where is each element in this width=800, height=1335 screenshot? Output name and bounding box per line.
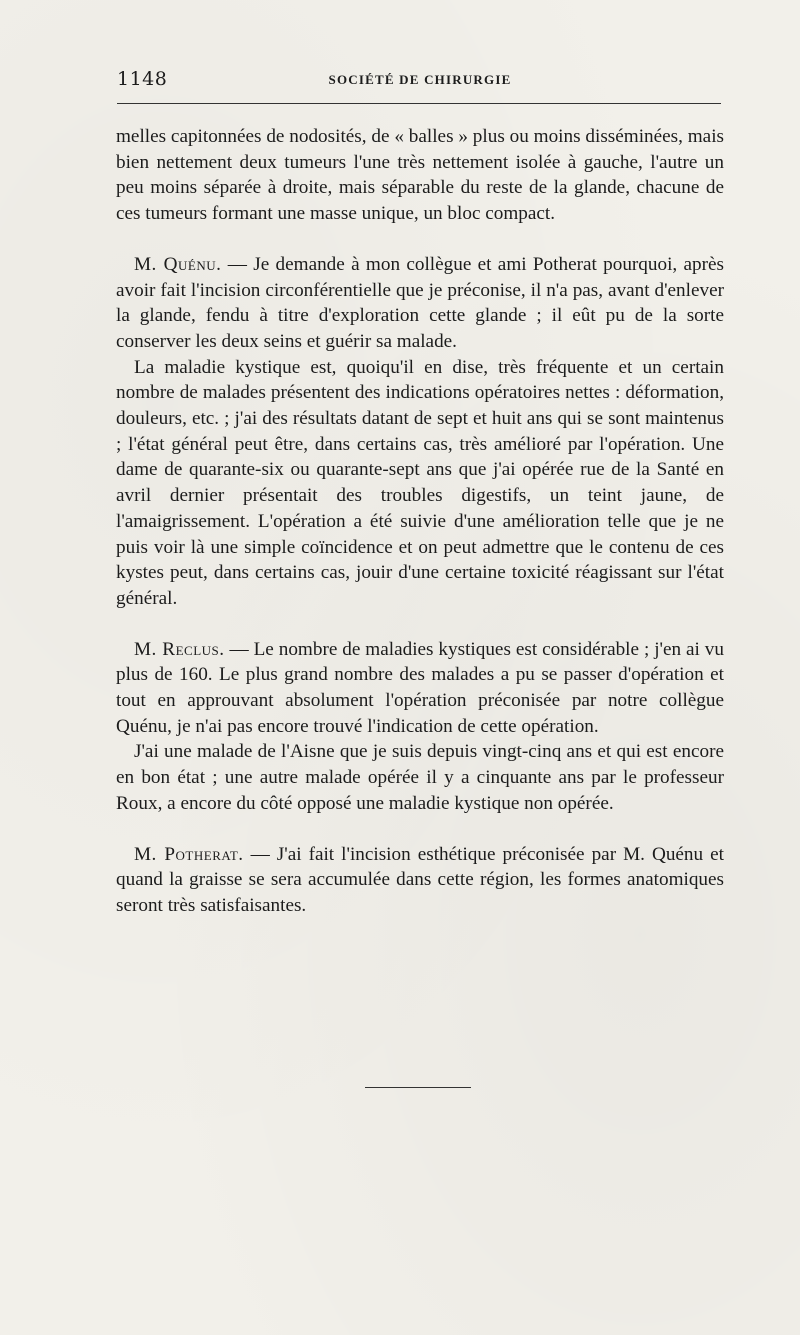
speaker-name: M. Potherat. <box>134 843 244 865</box>
paragraph-quenu-continued <box>116 355 724 612</box>
paragraph-text: J'ai une malade de l'Aisne que je suis depuis vingt-cinq ans et qui est encore en bon état ; une autre malade opérée il y a cinquante ans par le professeur Roux, a encore du côté opposé une maladie kystique non opérée. <box>116 741 724 814</box>
body-text <box>116 124 724 919</box>
header-rule <box>117 103 721 104</box>
paragraph-reclus <box>116 637 724 740</box>
paragraph-text: — Je demande à mon collègue et ami Potherat pourquoi, après avoir fait l'incision circonférentielle que je préconise, il n'a pas, avant d'enlever la glande, fendu à titre d'exploration cette glande ; il eût pu de la sorte conserver les deux seins et guérir sa malade. <box>116 253 725 352</box>
paragraph-potherat <box>116 842 724 919</box>
paragraph-text: — J'ai fait l'incision esthétique préconisée par M. Quénu et quand la graisse se sera accumulée dans cette région, les formes anatomiques seront très satisfaisantes. <box>116 843 724 916</box>
speaker-name: M. Quénu. <box>134 253 222 275</box>
speaker-name: M. Reclus. <box>134 638 225 660</box>
paragraph-continuation <box>116 124 724 227</box>
paragraph-reclus-continued <box>116 739 724 816</box>
running-title: SOCIÉTÉ DE CHIRURGIE <box>328 72 512 87</box>
paragraph-text: — Le nombre de maladies kystiques est considérable ; j'en ai vu plus de 160. Le plus grand nombre des malades a pu se passer d'opération et tout en approuvant absolument l'opération préconisée par notre collègue Quénu, je n'ai pas encore trouvé l'indication de cette opération. <box>116 638 724 737</box>
page-header <box>117 68 723 90</box>
paragraph-text: La maladie kystique est, quoiqu'il en dise, très fréquente et un certain nombre de malades présentent des indications opératoires nettes : déformation, douleurs, etc. ; j'ai des résultats datant de sept et huit ans qui se sont maintenus ; l'état général peut être, dans certains cas, très amélioré par l'opération. Une dame de quarante-six ou quarante-sept ans que j'ai opérée rue de la Santé en avril dernier présentait des troubles digestifs, un teint jaune, de l'amaigrissement. L'opération a été suivie d'une amélioration telle que je ne puis voir là une simple coïncidence et on peut admettre que le contenu de ces kystes peut, dans certains cas, jouir d'une certaine toxicité réagissant sur l'état général. <box>116 356 724 609</box>
section-end-rule <box>365 1087 471 1088</box>
page-number: 1148 <box>117 68 168 90</box>
paragraph-text: melles capitonnées de nodosités, de « balles » plus ou moins disséminées, mais bien nettement deux tumeurs l'une très nettement isolée à gauche, l'autre un peu moins séparée à droite, mais séparable du reste de la glande, chacune de ces tumeurs formant une masse unique, un bloc compact. <box>116 126 724 225</box>
paragraph-quenu <box>116 252 724 355</box>
